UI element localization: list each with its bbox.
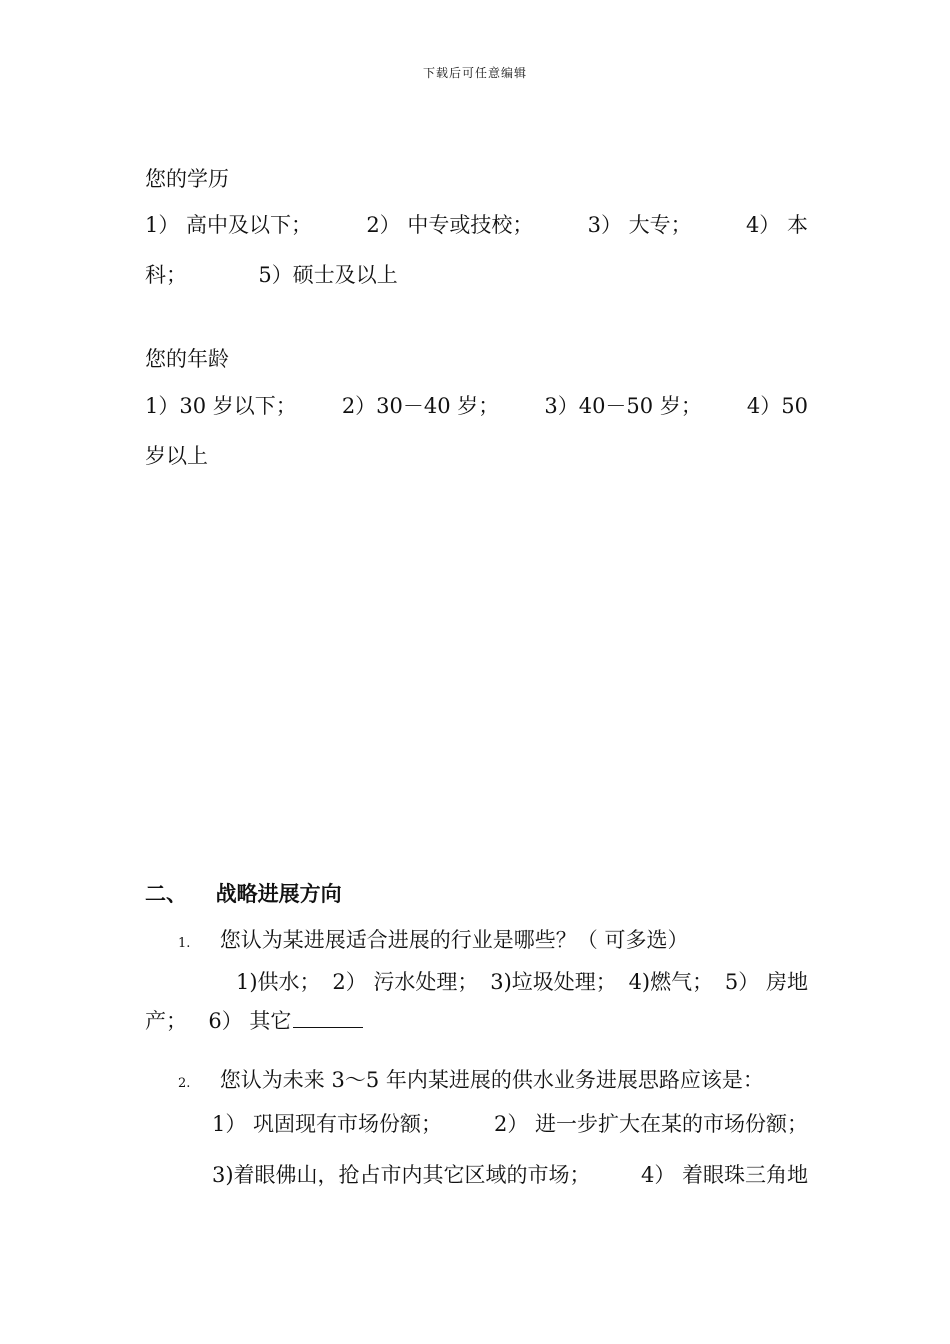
age-option-1: 1）30 岁以下；: [145, 394, 297, 418]
education-option-5: 5）硕士及以上: [258, 263, 398, 287]
age-option-2: 2）30－40 岁；: [341, 394, 500, 418]
question-2: [178, 1065, 764, 1099]
q1-option-2: 2） 污水处理；: [332, 970, 479, 994]
section-title: 战略进展方向: [215, 881, 342, 906]
question-1-options-line1: [236, 967, 808, 997]
page-header: 下载后可任意编辑: [422, 66, 527, 80]
age-option-4-start: 4）50: [746, 394, 808, 418]
education-options-line2: [145, 260, 398, 290]
education-option-4-end: 科；: [145, 263, 187, 287]
question-2-options-line1: [212, 1109, 808, 1139]
education-option-4-start: 4） 本: [745, 213, 808, 237]
q1-option-1: 1)供水；: [236, 970, 321, 994]
question-2-number: 2.: [178, 1076, 191, 1091]
question-1-number: 1.: [178, 936, 191, 951]
q1-option-5-start: 5） 房地: [724, 970, 808, 994]
education-options-line1: [145, 210, 808, 240]
education-title: 您的学历: [145, 167, 229, 191]
q2-option-1: 1） 巩固现有市场份额；: [212, 1112, 443, 1136]
question-2-options-line2: [212, 1160, 808, 1190]
question-2-text: 您认为未来 3～5 年内某进展的供水业务进展思路应该是：: [219, 1068, 764, 1092]
question-1: [178, 925, 688, 959]
q2-option-2: 2） 进一步扩大在某的市场份额；: [493, 1112, 808, 1136]
age-option-4-end: 岁以上: [145, 444, 208, 468]
section-number: 二、: [145, 881, 187, 906]
section-heading: [145, 879, 342, 909]
q2-option-3: 3)着眼佛山，抢占市内其它区域的市场；: [212, 1163, 591, 1187]
other-answer-blank[interactable]: [293, 1007, 363, 1028]
q1-option-6: 6） 其它: [208, 1009, 292, 1033]
q1-option-5-end: 产；: [145, 1009, 187, 1033]
age-title: 您的年龄: [145, 347, 229, 371]
question-1-text: 您认为某进展适合进展的行业是哪些？（ 可多选）: [219, 928, 689, 952]
age-option-3: 3）40－50 岁；: [544, 394, 702, 418]
q2-option-4-start: 4） 着眼珠三角地: [640, 1163, 808, 1187]
education-option-1: 1） 高中及以下；: [145, 213, 313, 237]
question-1-options-line2: [145, 1006, 363, 1036]
education-option-2: 2） 中专或技校；: [366, 213, 534, 237]
q1-option-3: 3)垃圾处理；: [490, 970, 617, 994]
age-options-line1: [145, 391, 808, 421]
q1-option-4: 4)燃气；: [628, 970, 714, 994]
education-option-3: 3） 大专；: [587, 213, 692, 237]
